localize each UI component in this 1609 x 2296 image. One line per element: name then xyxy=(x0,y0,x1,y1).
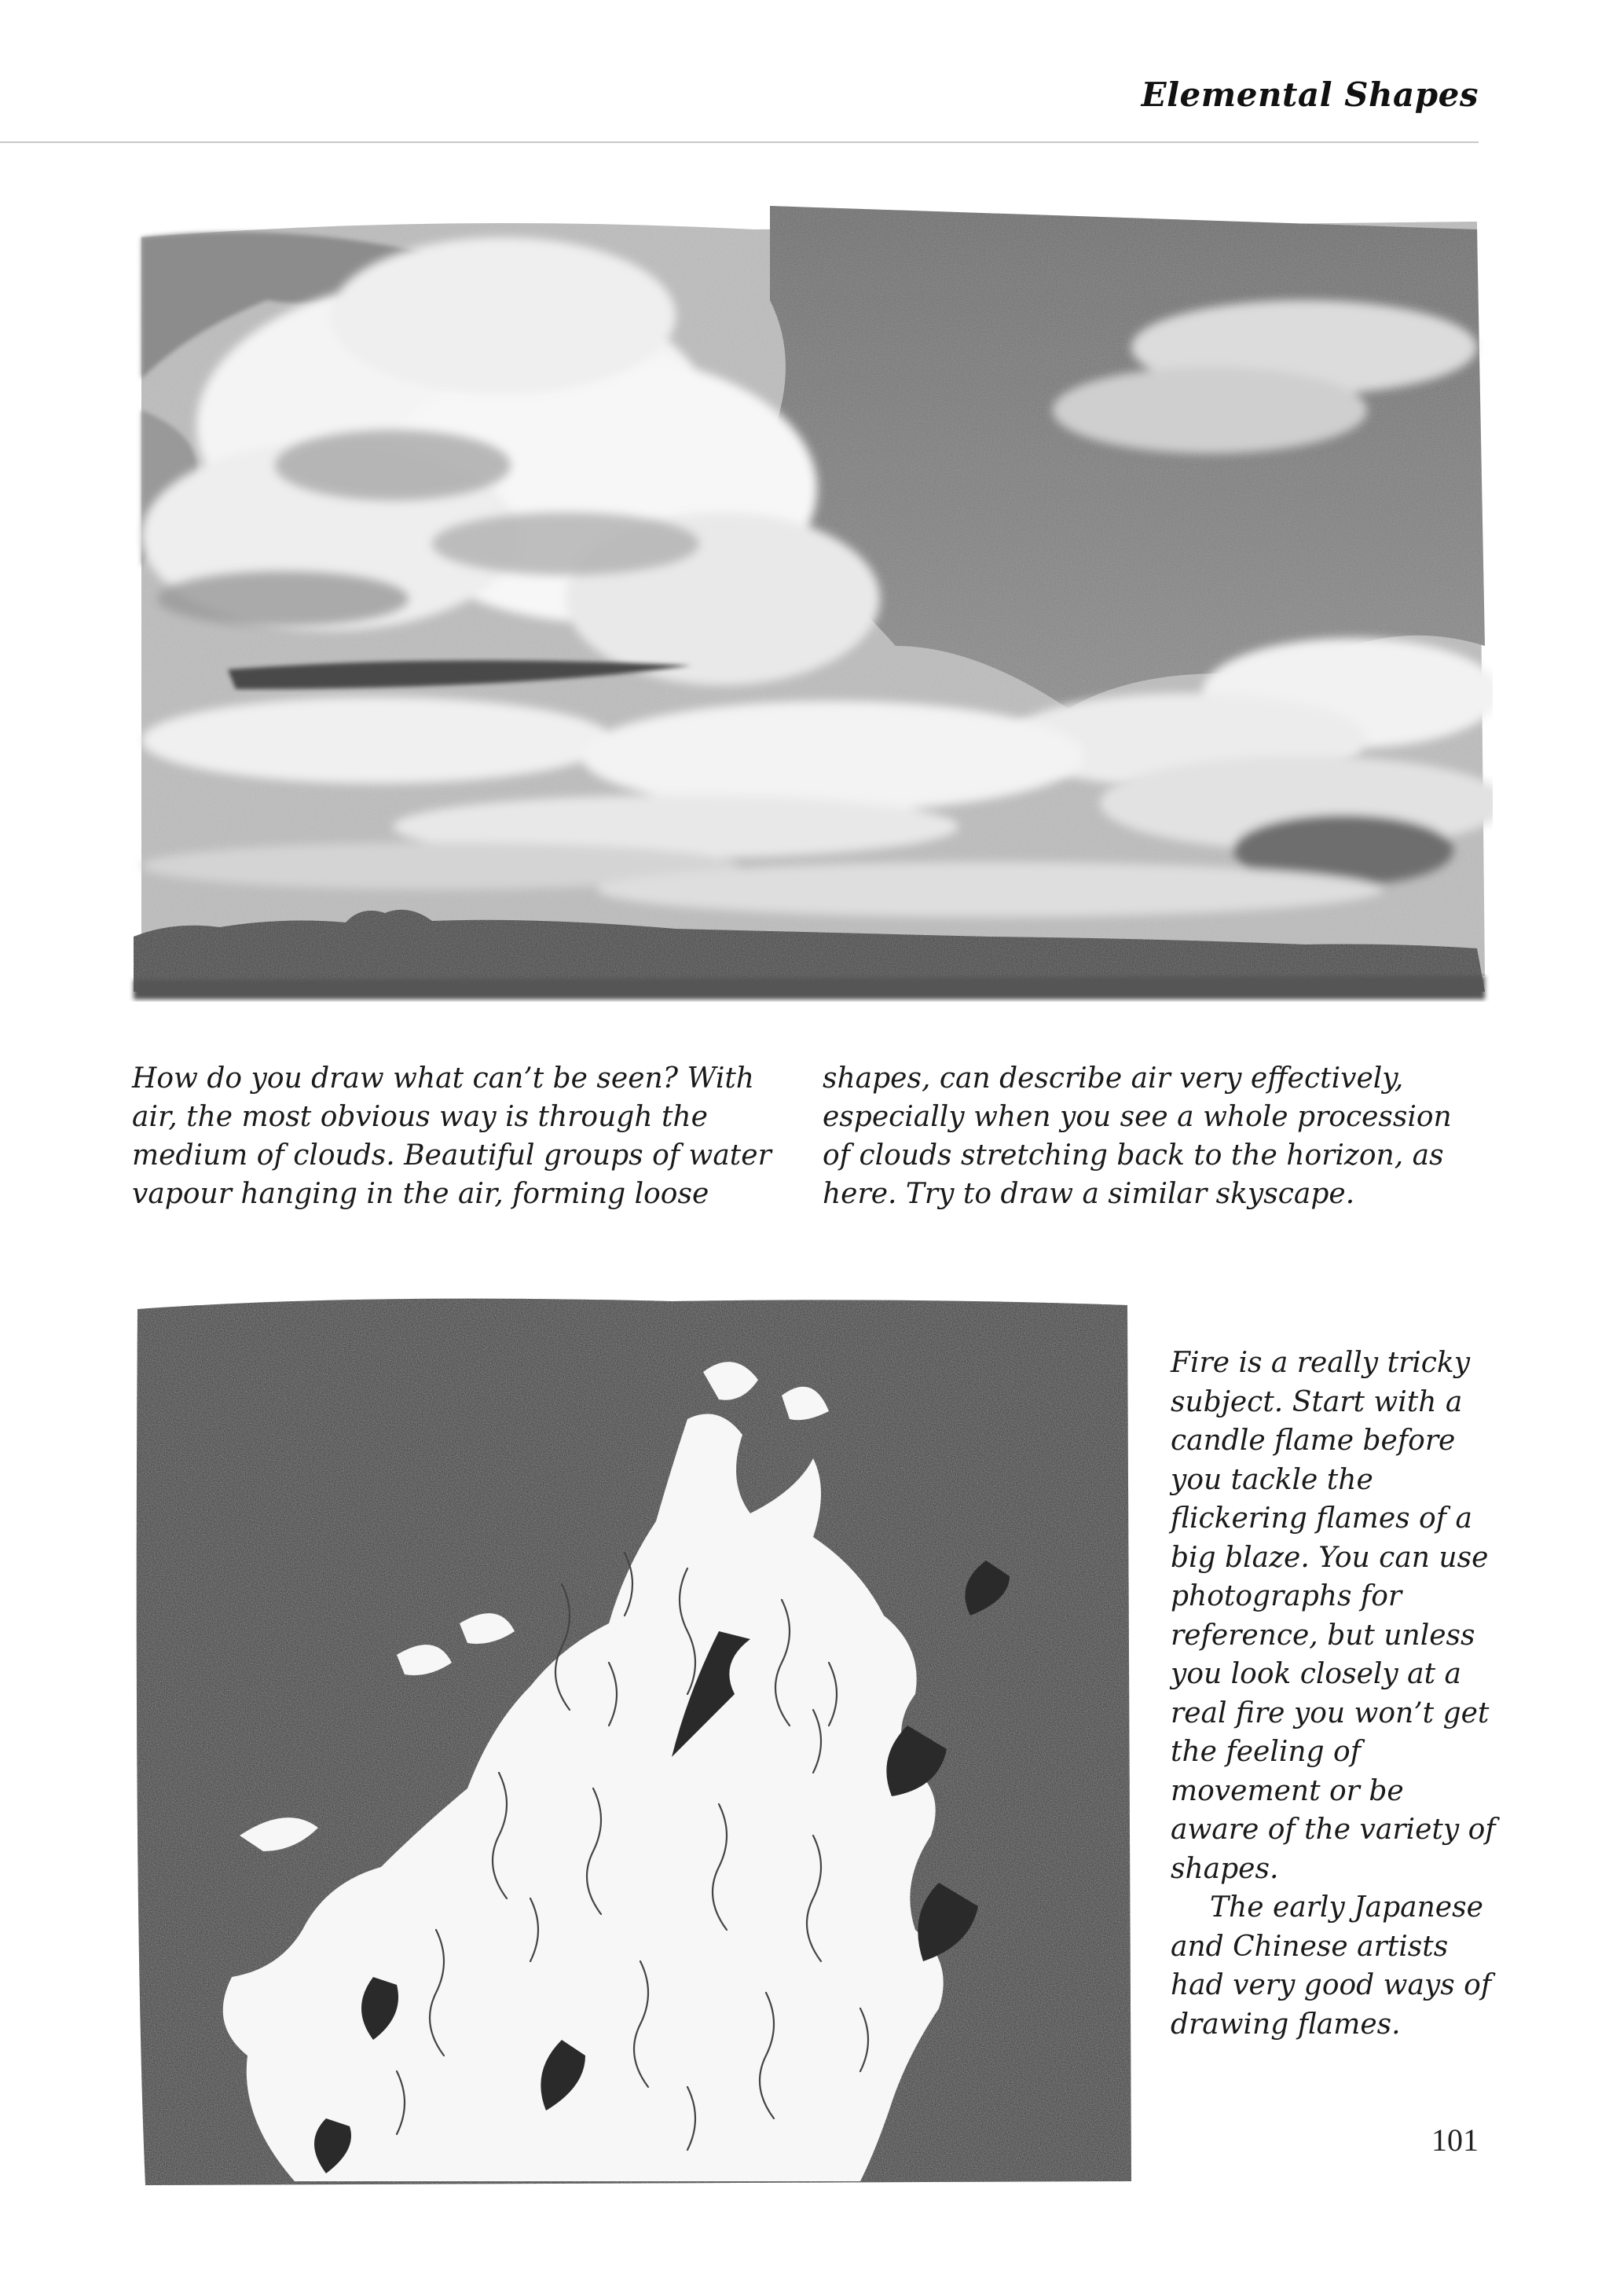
fire-caption-paragraph-1: Fire is a really tricky subject. Start with a candle flame before you tackle the flickering flames of a big blaze. You can use photographs for reference, but unless you look closely at a real fire you won’t get the feeling of movement or be aware of the variety of shapes. xyxy=(1171,1347,1496,1885)
running-title: Elemental Shapes xyxy=(1141,75,1479,114)
header-rule xyxy=(0,141,1479,143)
fire-illustration xyxy=(122,1286,1139,2189)
clouds-illustration xyxy=(126,206,1493,1015)
page-number: 101 xyxy=(1431,2122,1479,2158)
clouds-caption-right xyxy=(823,1059,1483,1213)
clouds-caption-text-right: shapes, can describe air very effectively, especially when you see a whole procession of clouds stretching back to the horizon, as here. Try to draw a similar skyscape. xyxy=(823,1062,1452,1210)
flames-icon xyxy=(122,1286,1139,2189)
cloud-skyscape-icon xyxy=(126,206,1493,1015)
clouds-caption-text-left: How do you draw what can’t be seen? With air, the most obvious way is through the medium of clouds. Beautiful groups of water vapour hanging in the air, forming loose xyxy=(132,1062,772,1210)
fire-caption xyxy=(1171,1344,1501,2044)
clouds-caption-left xyxy=(132,1059,792,1213)
fire-caption-paragraph-2: The early Japanese and Chinese artists had very good ways of drawing flames. xyxy=(1171,1891,1492,2041)
